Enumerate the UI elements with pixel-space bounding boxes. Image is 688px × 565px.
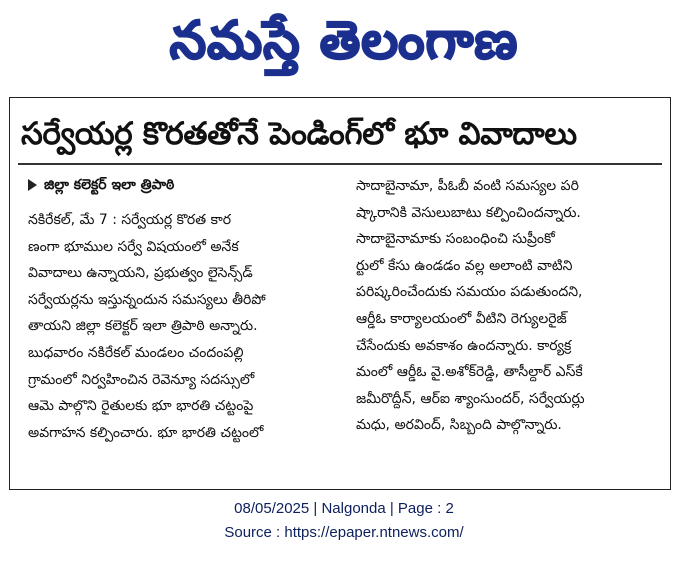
text-line: ర్టులో కేసు ఉండడం వల్ల అలాంటి వాటిని [356, 257, 573, 274]
masthead [0, 0, 688, 82]
text-line: మధు, అరవింద్, సిబ్బంది పాల్గొన్నారు. [356, 417, 562, 434]
text-line: పరిష్కరించేందుకు సమయం పడుతుందని, [356, 284, 583, 301]
text-line: జమీరొద్దీన్, ఆర్ఐ శ్యాంసుందర్, సర్వేయర్లు [356, 390, 585, 407]
byline-text: జిల్లా కలెక్టర్ ఇలా త్రిపాఠి [44, 177, 175, 193]
article-headline: సర్వేయర్ల కొరతతోనే పెండింగ్‌లో భూ వివాదాలు [21, 116, 577, 152]
headline-divider [18, 163, 662, 165]
newspaper-logo: నమస్తే తెలంగాణ [169, 11, 519, 71]
text-line: గ్రామంలో నిర్వహించిన రెవెన్యూ సదస్సులో [28, 371, 255, 388]
text-line: నకిరేకల్, మే 7 : సర్వేయర్ల కొరత కార [28, 212, 232, 228]
text-line: ష్కారానికి వెసులుబాటు కల్పించిందన్నారు. [356, 204, 581, 221]
text-line: తాయని జిల్లా కలెక్టర్ ఇలా త్రిపాఠి అన్నారు. [28, 318, 258, 335]
article-column-right [356, 173, 660, 439]
text-line: ణంగా భూముల సర్వే విషయంలో అనేక [28, 238, 239, 255]
source-link[interactable]: Source : https://epaper.ntnews.com/ [224, 524, 464, 541]
text-line: అవగాహన కల్పించారు. భూ భారతి చట్టంలో [28, 424, 264, 441]
text-line: సాదాబైనామాకు సంబంధించి సుప్రీంకో [356, 231, 555, 248]
text-line: చేసేందుకు అవకాశం ఉందన్నారు. కార్యక్ర [356, 337, 572, 354]
triangle-bullet-icon [28, 179, 37, 191]
article-column-left [28, 207, 346, 446]
text-line: సాదాబైనామా, పీఓబీ వంటి సమస్యల పరి [356, 178, 579, 194]
publication-info: 08/05/2025 | Nalgonda | Page : 2 [234, 500, 454, 517]
text-line: ఆమె పాల్గొని రైతులకు భూ భారతి చట్టంపై [28, 398, 254, 415]
text-line: బుధవారం నకిరేకల్ మండలం చందంపల్లి [28, 344, 244, 361]
text-line: సర్వేయర్లను ఇస్తున్నందున సమస్యలు తీరిపో [28, 291, 266, 308]
text-line: మంలో ఆర్డీఓ వై.అశోక్‌రెడ్డి, తాసీల్దార్ ఎస్‌కే [356, 364, 583, 381]
byline [28, 174, 348, 196]
text-line: ఆర్డీఓ కార్యాలయంలో వీటిని రెగ్యులరైజ్ [356, 310, 567, 327]
article-clipping [9, 97, 671, 490]
text-line: వివాదాలు ఉన్నాయని, ప్రభుత్వం లైసెన్స్‌డ్ [28, 265, 253, 282]
